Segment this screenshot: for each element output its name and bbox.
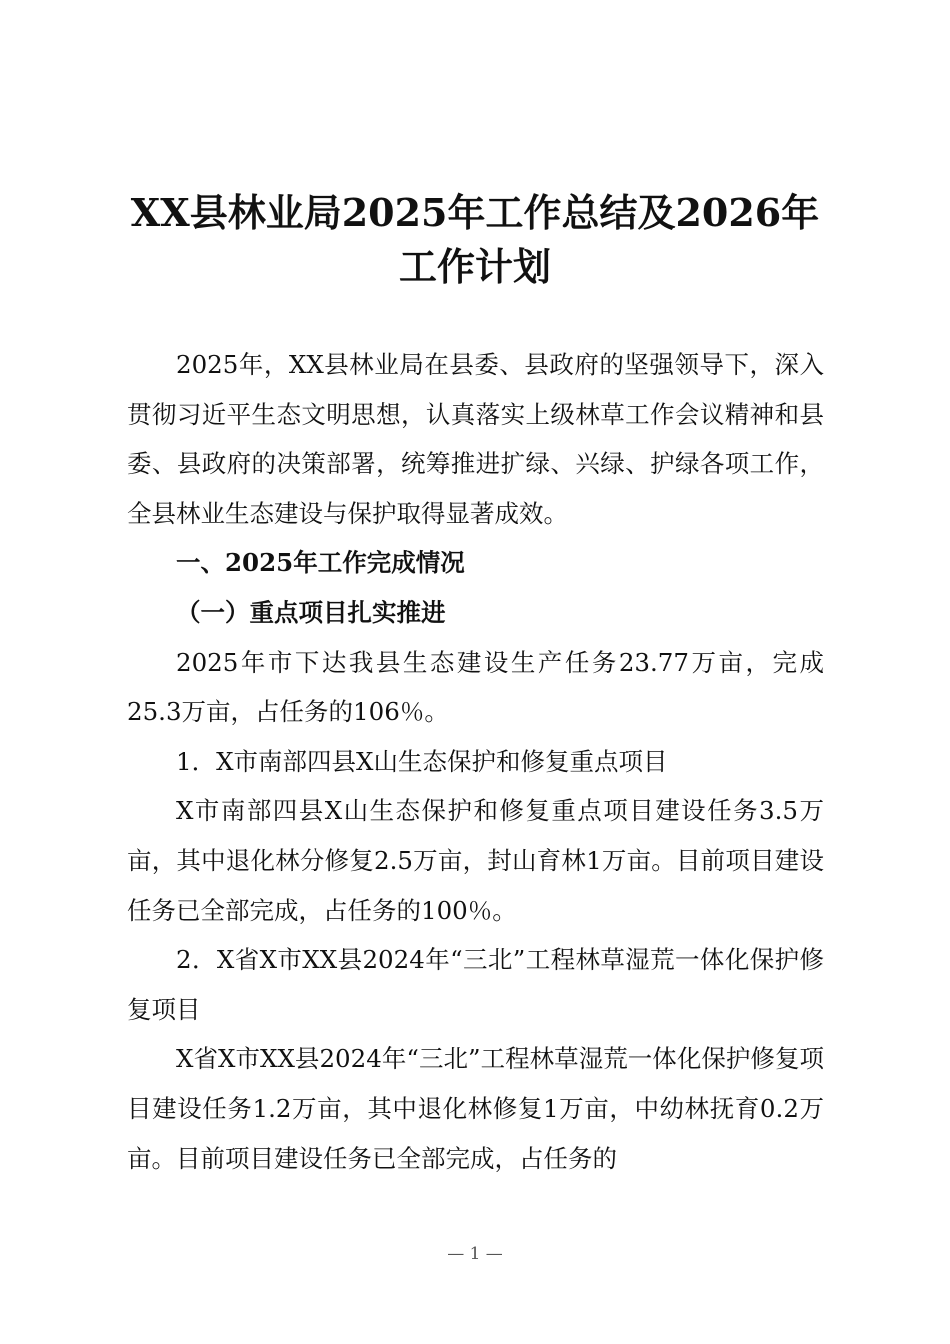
task-summary-paragraph: 2025年市下达我县生态建设生产任务23.77万亩，完成25.3万亩，占任务的106％。 xyxy=(127,647,824,727)
project-1-heading: 1．X市南部四县X山生态保护和修复重点项目 xyxy=(176,746,668,776)
title-line-1: XX县林业局2025年工作总结及2026年 xyxy=(130,190,820,235)
document-body xyxy=(127,340,824,1183)
subsection-heading-1: （一）重点项目扎实推进 xyxy=(176,597,446,627)
page-number: — 1 — xyxy=(447,1244,503,1264)
project-2-heading: 2．X省X市XX县2024年“三北”工程林草湿荒一体化保护修复项目 xyxy=(127,945,824,1024)
intro-paragraph: 2025年，XX县林业局在县委、县政府的坚强领导下，深入贯彻习近平生态文明思想，认真落实上级林草工作会议精神和县委、县政府的决策部署，统筹推进扩绿、兴绿、护绿各项工作，全县林业生态建设与保护取得显著成效。 xyxy=(127,350,824,528)
project-2-paragraph: X省X市XX县2024年“三北”工程林草湿荒一体化保护修复项目建设任务1.2万亩，其中退化林修复1万亩，中幼林抚育0.2万亩。目前项目建设任务已全部完成，占任务的 xyxy=(127,1044,824,1173)
section-heading-1: 一、2025年工作完成情况 xyxy=(176,548,465,578)
title-line-2: 工作计划 xyxy=(398,244,551,289)
document-title xyxy=(100,186,850,294)
project-1-paragraph: X市南部四县X山生态保护和修复重点项目建设任务3.5万亩，其中退化林分修复2.5万亩，封山育林1万亩。目前项目建设任务已全部完成，占任务的100％。 xyxy=(127,796,824,925)
